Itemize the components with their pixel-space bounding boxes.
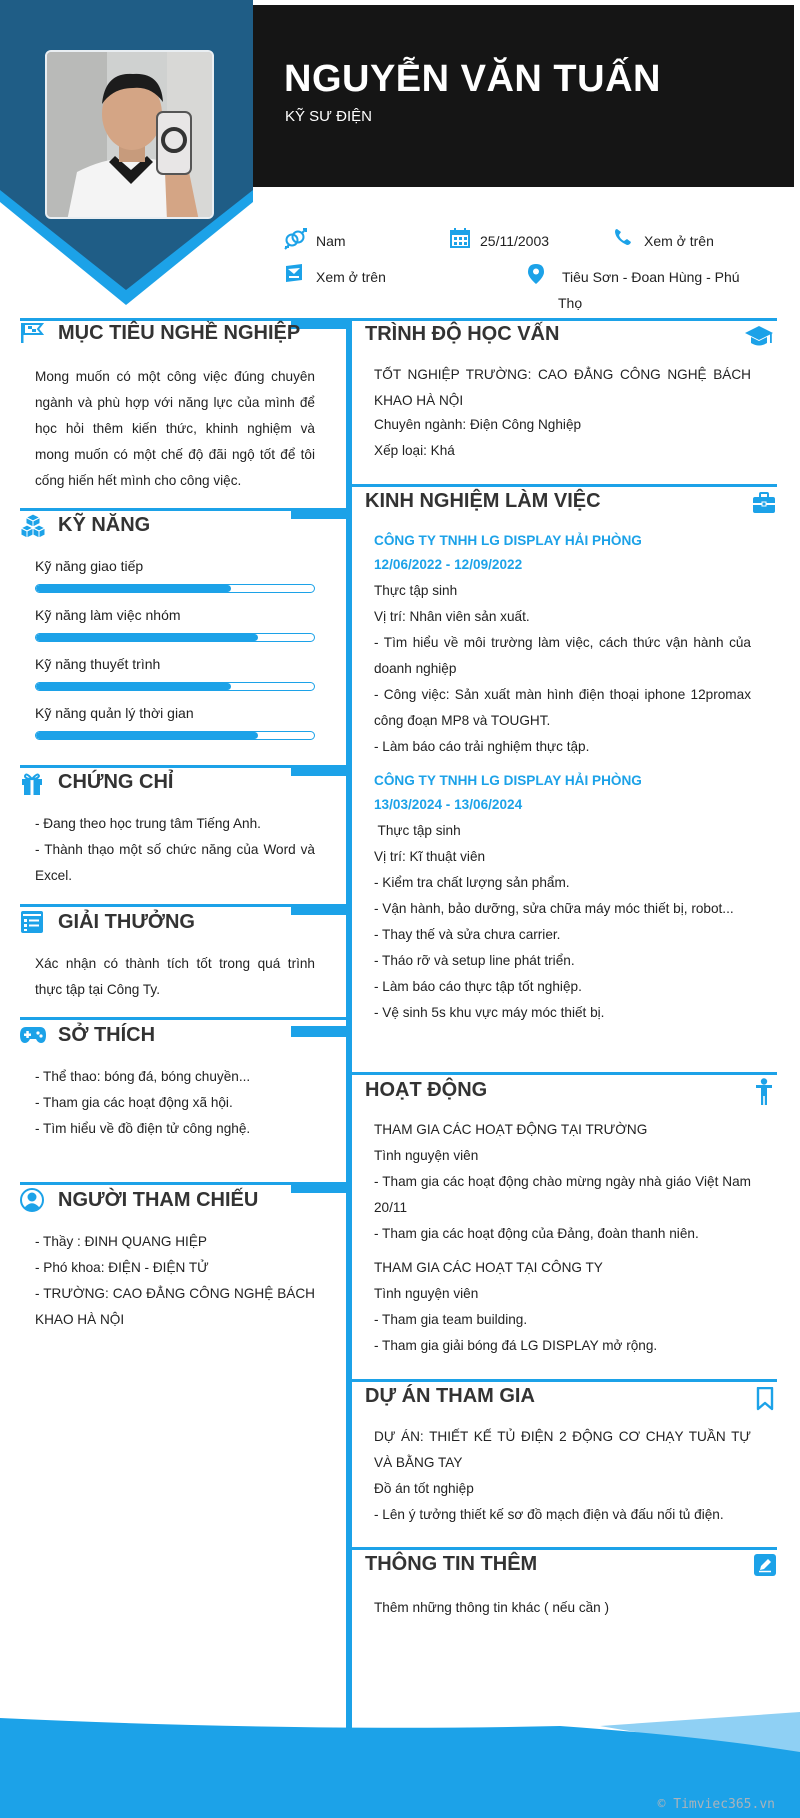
column-divider (346, 318, 352, 1728)
skill-label: Kỹ năng giao tiếp (35, 558, 144, 574)
reference-item: - TRƯỜNG: CAO ĐẲNG CÔNG NGHỆ BÁCH KHAO HÀ NỘI (35, 1286, 315, 1327)
education-major: Chuyên ngành: Điện Công Nghiệp (374, 417, 582, 432)
certificates-title: CHỨNG CHỈ (58, 771, 174, 793)
job-period: 12/06/2022 - 12/09/2022 (374, 557, 523, 572)
extra-info-title: THÔNG TIN THÊM (365, 1553, 538, 1575)
job-role: Thực tập sinh (374, 823, 461, 838)
activity-item: - Tham gia các hoạt động chào mừng ngày nhà giáo Việt Nam 20/11 (374, 1174, 751, 1215)
hobby-item: - Tham gia các hoạt động xã hội. (35, 1095, 233, 1110)
person-icon (756, 1078, 772, 1106)
phone-icon (614, 228, 632, 246)
certificate-item: - Đang theo học trung tâm Tiếng Anh. (35, 816, 261, 831)
footer-credit: © Timviec365.vn (657, 1797, 775, 1812)
certificate-item: - Thành thạo một số chức năng của Word và Excel. (35, 842, 315, 883)
list-award-icon (20, 910, 44, 934)
section-rule (352, 1379, 777, 1382)
job-company: CÔNG TY TNHH LG DISPLAY HẢI PHÒNG (374, 533, 642, 548)
section-tab (291, 1026, 346, 1037)
gift-icon (20, 770, 44, 796)
email-value: Xem ở trên (316, 269, 386, 285)
candidate-name: NGUYỄN VĂN TUẤN (284, 58, 661, 100)
references-title: NGƯỜI THAM CHIẾU (58, 1189, 259, 1211)
activity-item: - Tham gia các hoạt động của Đảng, đoàn thanh niên. (374, 1226, 699, 1241)
objective-text: Mong muốn có một công việc đúng chuyên ngành và phù hợp với năng lực của mình để học hỏi thêm kiến thức, khinh nghiệm và mong muốn có một chế độ đãi ngộ tốt để tôi cống hiến hết mình cho công việc. (35, 369, 315, 488)
job-duty: - Làm báo cáo trải nghiệm thực tập. (374, 739, 590, 754)
activity-item: - Tham gia team building. (374, 1312, 528, 1327)
job-position: Vị trí: Kĩ thuật viên (374, 849, 486, 864)
objective-title: MỤC TIÊU NGHỀ NGHIỆP (58, 322, 301, 344)
activities-title: HOẠT ĐỘNG (365, 1079, 488, 1101)
hobby-item: - Tìm hiểu về đồ điện tử công nghệ. (35, 1121, 251, 1136)
location-pin-icon (528, 264, 544, 284)
job-duty: - Công việc: Sản xuất màn hình điện thoại iphone 12promax công đoạn MP8 và TOUGHT. (374, 687, 751, 728)
project-item: - Lên ý tưởng thiết kế sơ đồ mạch điện và đấu nối tủ điện. (374, 1507, 724, 1522)
job-role: Thực tập sinh (374, 583, 458, 598)
experience-title: KINH NGHIỆM LÀM VIỆC (365, 490, 601, 512)
hobby-item: - Thể thao: bóng đá, bóng chuyền... (35, 1069, 251, 1084)
skill-label: Kỹ năng thuyết trình (35, 656, 161, 672)
candidate-role: KỸ SƯ ĐIỆN (285, 108, 372, 125)
edit-icon (754, 1554, 776, 1576)
job-position: Vị trí: Nhân viên sản xuất. (374, 609, 530, 624)
job-period: 13/03/2024 - 13/06/2024 (374, 797, 523, 812)
reference-item: - Phó khoa: ĐIỆN - ĐIỆN TỬ (35, 1260, 209, 1275)
hobbies-title: SỞ THÍCH (58, 1024, 156, 1046)
awards-title: GIẢI THƯỞNG (58, 911, 195, 933)
activity-role: Tình nguyện viên (374, 1286, 479, 1301)
skill-bar (35, 584, 315, 593)
education-school: TỐT NGHIỆP TRƯỜNG: CAO ĐẲNG CÔNG NGHỆ BÁCH KHAO HÀ NỘI (374, 367, 751, 408)
address-line2: Thọ (558, 295, 583, 311)
awards-text: Xác nhận có thành tích tốt trong quá trình thực tập tại Công Ty. (35, 956, 315, 997)
project-name: DỰ ÁN: THIẾT KẾ TỦ ĐIỆN 2 ĐỘNG CƠ CHẠY TUẦN TỰ VÀ BẰNG TAY (374, 1429, 751, 1470)
job-duty: - Vệ sinh 5s khu vực máy móc thiết bị. (374, 1005, 605, 1020)
job-duty: - Tìm hiểu về môi trường làm việc, cách thức vận hành của doanh nghiệp (374, 635, 751, 676)
section-tab (291, 1182, 346, 1193)
address-line1: Tiêu Sơn - Đoan Hùng - Phú (562, 269, 740, 285)
projects-title: DỰ ÁN THAM GIA (365, 1385, 535, 1407)
section-rule (352, 484, 777, 487)
education-title: TRÌNH ĐỘ HỌC VẤN (365, 323, 560, 345)
gender-value: Nam (316, 233, 346, 249)
job-duty: - Kiểm tra chất lượng sản phẩm. (374, 875, 570, 890)
activity-role: Tình nguyện viên (374, 1148, 479, 1163)
graduation-cap-icon (744, 325, 774, 349)
gender-icon (283, 228, 307, 250)
activity-title: THAM GIA CÁC HOẠT ĐỘNG TẠI TRƯỜNG (374, 1122, 648, 1137)
section-rule (352, 1072, 777, 1075)
gamepad-icon (19, 1025, 47, 1045)
bookmark-icon (756, 1387, 774, 1411)
cubes-icon (20, 513, 46, 539)
phone-value: Xem ở trên (644, 233, 714, 249)
activity-item: - Tham gia giải bóng đá LG DISPLAY mở rộng. (374, 1338, 658, 1353)
briefcase-icon (752, 492, 776, 514)
reference-item: - Thầy : ĐINH QUANG HIỆP (35, 1234, 207, 1249)
flag-icon (20, 322, 44, 344)
calendar-icon (450, 228, 470, 248)
job-duty: - Tháo rỡ và setup line phát triển. (374, 953, 575, 968)
job-company: CÔNG TY TNHH LG DISPLAY HẢI PHÒNG (374, 773, 642, 788)
project-type: Đồ án tốt nghiệp (374, 1481, 474, 1496)
skill-bar (35, 731, 315, 740)
education-grade: Xếp loại: Khá (374, 443, 455, 458)
skill-label: Kỹ năng quản lý thời gian (35, 705, 194, 721)
section-rule (20, 1017, 346, 1020)
profile-photo (45, 50, 214, 219)
section-tab (291, 904, 346, 915)
job-duty: - Thay thế và sửa chưa carrier. (374, 927, 561, 942)
activity-title: THAM GIA CÁC HOẠT TẠI CÔNG TY (374, 1260, 603, 1275)
email-icon (284, 264, 304, 282)
user-circle-icon (20, 1188, 44, 1212)
section-tab (291, 508, 346, 519)
section-rule (352, 1547, 777, 1550)
skill-bar (35, 682, 315, 691)
section-rule (352, 318, 777, 321)
skill-label: Kỹ năng làm việc nhóm (35, 607, 181, 623)
job-duty: - Vận hành, bảo dưỡng, sửa chữa máy móc thiết bị, robot... (374, 901, 734, 916)
birthday-value: 25/11/2003 (480, 233, 550, 249)
section-tab (291, 765, 346, 776)
extra-info-text: Thêm những thông tin khác ( nếu cần ) (374, 1600, 610, 1615)
skills-title: KỸ NĂNG (58, 514, 151, 536)
skill-bar (35, 633, 315, 642)
job-duty: - Làm báo cáo thực tập tốt nghiệp. (374, 979, 582, 994)
